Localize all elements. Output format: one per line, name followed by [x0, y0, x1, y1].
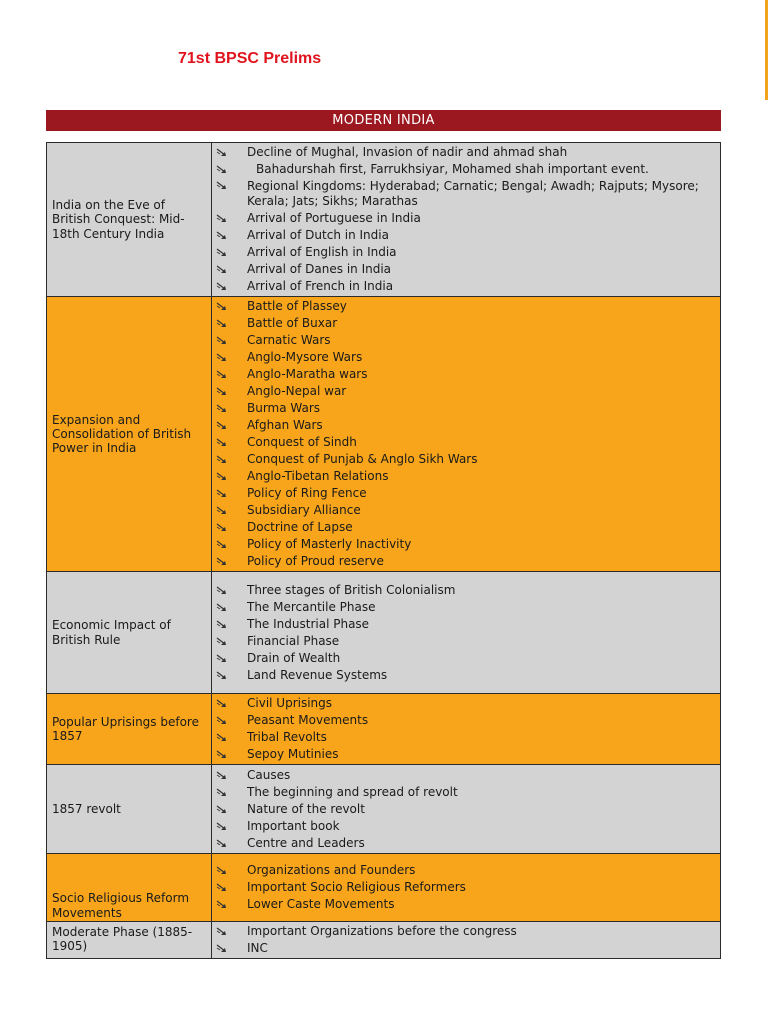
arrow-bullet-icon	[216, 421, 228, 431]
arrow-bullet-icon	[216, 771, 228, 781]
subtopic-list	[212, 767, 720, 852]
list-item	[212, 315, 720, 332]
subtopic-label: Bahadurshah first, Farrukhsiyar, Mohamed shah important event.	[256, 162, 649, 176]
subtopic-label: Tribal Revolts	[247, 730, 327, 744]
arrow-bullet-icon	[216, 750, 228, 760]
subtopic-list	[212, 298, 720, 570]
subtopic-label: The beginning and spread of revolt	[247, 784, 458, 799]
list-item	[212, 451, 720, 468]
list-item	[212, 712, 720, 729]
subtopic-label: Financial Phase	[247, 633, 340, 648]
list-item	[212, 582, 720, 599]
list-item	[212, 599, 720, 616]
subtopic-list	[212, 144, 720, 295]
list-item	[212, 519, 720, 536]
subtopic-label: Policy of Proud reserve	[247, 554, 384, 568]
arrow-bullet-icon	[216, 927, 228, 937]
arrow-bullet-icon	[216, 733, 228, 743]
subtopic-label: The Industrial Phase	[247, 616, 370, 631]
topic-cell: Economic Impact of British Rule	[47, 572, 212, 694]
arrow-bullet-icon	[216, 637, 228, 647]
topic-cell: Expansion and Consolidation of British Power in India	[47, 297, 212, 572]
list-item	[212, 784, 720, 801]
list-item	[212, 210, 720, 227]
list-item	[212, 468, 720, 485]
subtopic-list	[212, 862, 720, 913]
arrow-bullet-icon	[216, 805, 228, 815]
subtopic-label: Policy of Masterly Inactivity	[247, 537, 412, 551]
subtopic-label: Organizations and Founders	[247, 863, 416, 877]
list-item	[212, 862, 720, 879]
arrow-bullet-icon	[216, 181, 228, 191]
arrow-bullet-icon	[216, 523, 228, 533]
subtopics-cell	[212, 922, 721, 959]
list-item	[212, 729, 720, 746]
subtopic-label: Nature of the revolt	[247, 801, 365, 816]
subtopic-label: Burma Wars	[247, 401, 321, 415]
arrow-bullet-icon	[216, 231, 228, 241]
list-item	[212, 332, 720, 349]
list-item	[212, 536, 720, 553]
list-item	[212, 144, 720, 161]
list-item	[212, 553, 720, 570]
list-item	[212, 923, 720, 940]
arrow-bullet-icon	[216, 699, 228, 709]
arrow-bullet-icon	[216, 489, 228, 499]
list-item	[212, 879, 720, 896]
topic-cell: 1857 revolt	[47, 765, 212, 854]
table-row	[47, 854, 721, 922]
arrow-bullet-icon	[216, 353, 228, 363]
list-item	[212, 616, 720, 633]
list-item	[212, 633, 720, 650]
list-item	[212, 502, 720, 519]
subtopic-list	[212, 923, 720, 957]
subtopics-cell	[212, 572, 721, 694]
subtopic-label: Subsidiary Alliance	[247, 503, 361, 517]
list-item	[212, 650, 720, 667]
list-item	[212, 485, 720, 502]
arrow-bullet-icon	[216, 839, 228, 849]
arrow-bullet-icon	[216, 671, 228, 681]
syllabus-table	[46, 142, 721, 959]
subtopic-label: Afghan Wars	[247, 418, 323, 432]
subtopic-label: Land Revenue Systems	[247, 667, 388, 682]
subtopic-label: Decline of Mughal, Invasion of nadir and ahmad shah	[247, 145, 568, 159]
subtopic-label: Carnatic Wars	[247, 333, 331, 347]
table-row	[47, 694, 721, 765]
list-item	[212, 940, 720, 957]
topic-cell: India on the Eve of British Conquest: Mid-18th Century India	[47, 143, 212, 297]
list-item	[212, 417, 720, 434]
arrow-bullet-icon	[216, 302, 228, 312]
subtopic-label: Doctrine of Lapse	[247, 520, 353, 534]
arrow-bullet-icon	[216, 472, 228, 482]
subtopic-label: Conquest of Punjab & Anglo Sikh Wars	[247, 452, 478, 466]
list-item	[212, 835, 720, 852]
list-item	[212, 896, 720, 913]
topic-cell: Moderate Phase (1885-1905)	[47, 922, 212, 959]
arrow-bullet-icon	[216, 620, 228, 630]
table-row	[47, 572, 721, 694]
subtopic-label: Anglo-Nepal war	[247, 384, 347, 398]
arrow-bullet-icon	[216, 248, 228, 258]
arrow-bullet-icon	[216, 557, 228, 567]
subtopic-label: Conquest of Sindh	[247, 435, 357, 449]
list-item	[212, 383, 720, 400]
document-title: 71st BPSC Prelims	[178, 50, 322, 67]
subtopics-cell	[212, 765, 721, 854]
arrow-bullet-icon	[216, 883, 228, 893]
subtopic-label: Important Organizations before the congress	[247, 924, 517, 938]
list-item	[212, 244, 720, 261]
subtopic-label: Important book	[247, 818, 340, 833]
arrow-bullet-icon	[216, 319, 228, 329]
arrow-bullet-icon	[216, 603, 228, 613]
list-item	[212, 298, 720, 315]
list-item	[212, 278, 720, 295]
subtopic-label: Centre and Leaders	[247, 835, 365, 850]
subtopic-label: Battle of Plassey	[247, 299, 347, 313]
subtopic-list	[212, 582, 720, 684]
arrow-bullet-icon	[216, 148, 228, 158]
arrow-bullet-icon	[216, 866, 228, 876]
arrow-bullet-icon	[216, 716, 228, 726]
subtopics-cell	[212, 694, 721, 765]
subtopic-label: Arrival of French in India	[247, 279, 394, 293]
table-row	[47, 143, 721, 297]
subtopic-label: Drain of Wealth	[247, 650, 341, 665]
subtopic-label: Peasant Movements	[247, 713, 369, 727]
arrow-bullet-icon	[216, 282, 228, 292]
arrow-bullet-icon	[216, 654, 228, 664]
arrow-bullet-icon	[216, 540, 228, 550]
subtopic-label: Regional Kingdoms: Hyderabad; Carnatic; Bengal; Awadh; Rajputs; Mysore; Kerala; Jats; Sikhs; Marathas	[247, 179, 699, 208]
list-item	[212, 366, 720, 383]
list-item	[212, 261, 720, 278]
arrow-bullet-icon	[216, 387, 228, 397]
arrow-bullet-icon	[216, 822, 228, 832]
list-item	[212, 667, 720, 684]
arrow-bullet-icon	[216, 900, 228, 910]
subtopic-label: Causes	[247, 767, 291, 782]
list-item	[212, 178, 720, 210]
subtopics-cell	[212, 297, 721, 572]
list-item	[212, 349, 720, 366]
subtopics-cell	[212, 143, 721, 297]
subtopic-label: Lower Caste Movements	[247, 897, 395, 911]
list-item	[212, 767, 720, 784]
subtopic-label: Important Socio Religious Reformers	[247, 880, 466, 894]
subtopic-label: Civil Uprisings	[247, 696, 333, 710]
section-banner: MODERN INDIA	[46, 110, 721, 131]
arrow-bullet-icon	[216, 944, 228, 954]
arrow-bullet-icon	[216, 265, 228, 275]
list-item	[212, 227, 720, 244]
subtopic-label: Anglo-Maratha wars	[247, 367, 368, 381]
list-item	[212, 801, 720, 818]
arrow-bullet-icon	[216, 370, 228, 380]
list-item	[212, 695, 720, 712]
arrow-bullet-icon	[216, 336, 228, 346]
subtopic-label: Anglo-Mysore Wars	[247, 350, 363, 364]
arrow-bullet-icon	[216, 404, 228, 414]
subtopic-label: Arrival of Portuguese in India	[247, 211, 421, 225]
subtopic-label: Anglo-Tibetan Relations	[247, 469, 389, 483]
list-item	[212, 746, 720, 763]
table-row	[47, 765, 721, 854]
subtopic-label: Arrival of English in India	[247, 245, 397, 259]
list-item	[212, 161, 720, 178]
subtopic-label: The Mercantile Phase	[247, 599, 376, 614]
subtopics-cell	[212, 854, 721, 922]
subtopic-list	[212, 695, 720, 763]
subtopic-label: Battle of Buxar	[247, 316, 338, 330]
arrow-bullet-icon	[216, 165, 228, 175]
arrow-bullet-icon	[216, 438, 228, 448]
table-row	[47, 297, 721, 572]
topic-cell: Popular Uprisings before 1857	[47, 694, 212, 765]
list-item	[212, 434, 720, 451]
subtopic-label: Arrival of Danes in India	[247, 262, 392, 276]
subtopic-label: INC	[247, 941, 268, 955]
topic-cell: Socio Religious Reform Movements	[47, 854, 212, 922]
subtopic-label: Policy of Ring Fence	[247, 486, 367, 500]
arrow-bullet-icon	[216, 586, 228, 596]
arrow-bullet-icon	[216, 788, 228, 798]
subtopic-label: Three stages of British Colonialism	[247, 582, 456, 597]
table-row	[47, 922, 721, 959]
arrow-bullet-icon	[216, 214, 228, 224]
arrow-bullet-icon	[216, 506, 228, 516]
arrow-bullet-icon	[216, 455, 228, 465]
list-item	[212, 818, 720, 835]
subtopic-label: Sepoy Mutinies	[247, 747, 339, 761]
subtopic-label: Arrival of Dutch in India	[247, 228, 389, 242]
list-item	[212, 400, 720, 417]
